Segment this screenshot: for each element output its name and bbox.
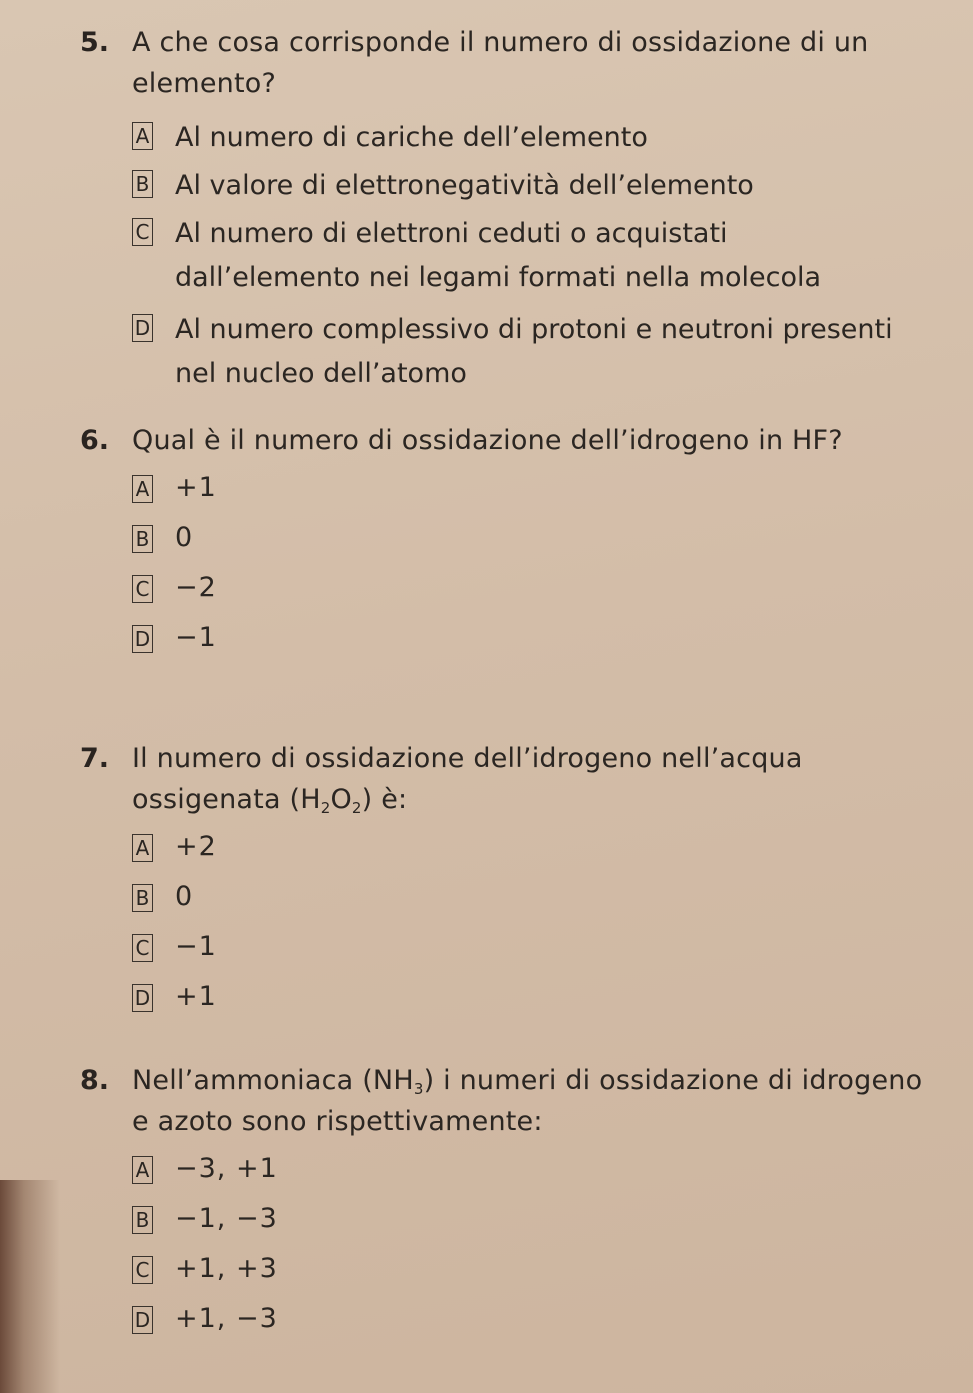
option-letter: C <box>132 1256 153 1284</box>
option-text: Al valore di elettronegatività dell’elemento <box>175 170 754 201</box>
option-text: +1, +3 <box>175 1253 278 1284</box>
option-letter: B <box>132 525 153 553</box>
option-letter: C <box>132 218 153 246</box>
finger-shadow <box>0 1180 60 1393</box>
option-letter: D <box>132 625 153 653</box>
option-letter: D <box>132 314 153 342</box>
option-text: Al numero complessivo di protoni e neutroni presenti nel nucleo dell’atomo <box>175 314 893 389</box>
option-a[interactable] <box>132 828 950 878</box>
option-d[interactable] <box>132 1300 950 1350</box>
option-letter: B <box>132 884 153 912</box>
option-letter: B <box>132 1206 153 1234</box>
option-d[interactable] <box>132 619 950 669</box>
option-c[interactable] <box>132 569 950 619</box>
option-c[interactable] <box>132 928 950 978</box>
option-d[interactable] <box>132 308 950 404</box>
option-text: +2 <box>175 831 217 862</box>
option-text: Al numero di elettroni ceduti o acquistati dall’elemento nei legami formati nella molecola <box>175 218 822 293</box>
option-letter: C <box>132 934 153 962</box>
option-text: −1, −3 <box>175 1203 278 1234</box>
option-d[interactable] <box>132 978 950 1028</box>
option-text: +1 <box>175 981 217 1012</box>
question-number: 6. <box>80 425 110 456</box>
option-letter: A <box>132 475 153 503</box>
question-number: 8. <box>80 1065 110 1096</box>
option-a[interactable] <box>132 116 950 164</box>
option-b[interactable] <box>132 164 950 212</box>
option-letter: B <box>132 170 153 198</box>
option-letter: D <box>132 1306 153 1334</box>
option-c[interactable] <box>132 1250 950 1300</box>
question-text: Qual è il numero di ossidazione dell’idrogeno in HF? <box>132 425 843 456</box>
option-text: +1, −3 <box>175 1303 278 1334</box>
question-text: Il numero di ossidazione dell’idrogeno nell’acqua ossigenata $(H_2O_2)$ è: <box>132 743 803 817</box>
option-text: −1 <box>175 622 217 653</box>
option-text: −1 <box>175 931 217 962</box>
question-5 <box>80 22 950 404</box>
option-text: 0 <box>175 881 194 912</box>
option-text: Al numero di cariche dell’elemento <box>175 122 648 153</box>
option-b[interactable] <box>132 519 950 569</box>
question-text: A che cosa corrisponde il numero di ossidazione di un elemento? <box>132 27 869 99</box>
option-letter: C <box>132 575 153 603</box>
option-letter: A <box>132 834 153 862</box>
option-b[interactable] <box>132 878 950 928</box>
question-6 <box>80 420 950 669</box>
option-letter: A <box>132 1156 153 1184</box>
question-number: 7. <box>80 743 110 774</box>
option-letter: A <box>132 122 153 150</box>
question-8 <box>80 1060 950 1350</box>
option-c[interactable] <box>132 212 950 308</box>
option-letter: D <box>132 984 153 1012</box>
option-b[interactable] <box>132 1200 950 1250</box>
question-text: Nell’ammoniaca $(NH_3)$ i numeri di ossidazione di idrogeno e azoto sono rispettivamente: <box>132 1065 923 1137</box>
option-text: +1 <box>175 472 217 503</box>
option-text: 0 <box>175 522 194 553</box>
option-text: −2 <box>175 572 217 603</box>
option-a[interactable] <box>132 469 950 519</box>
option-a[interactable] <box>132 1150 950 1200</box>
question-7 <box>80 738 950 1028</box>
option-text: −3, +1 <box>175 1153 278 1184</box>
question-number: 5. <box>80 27 110 58</box>
